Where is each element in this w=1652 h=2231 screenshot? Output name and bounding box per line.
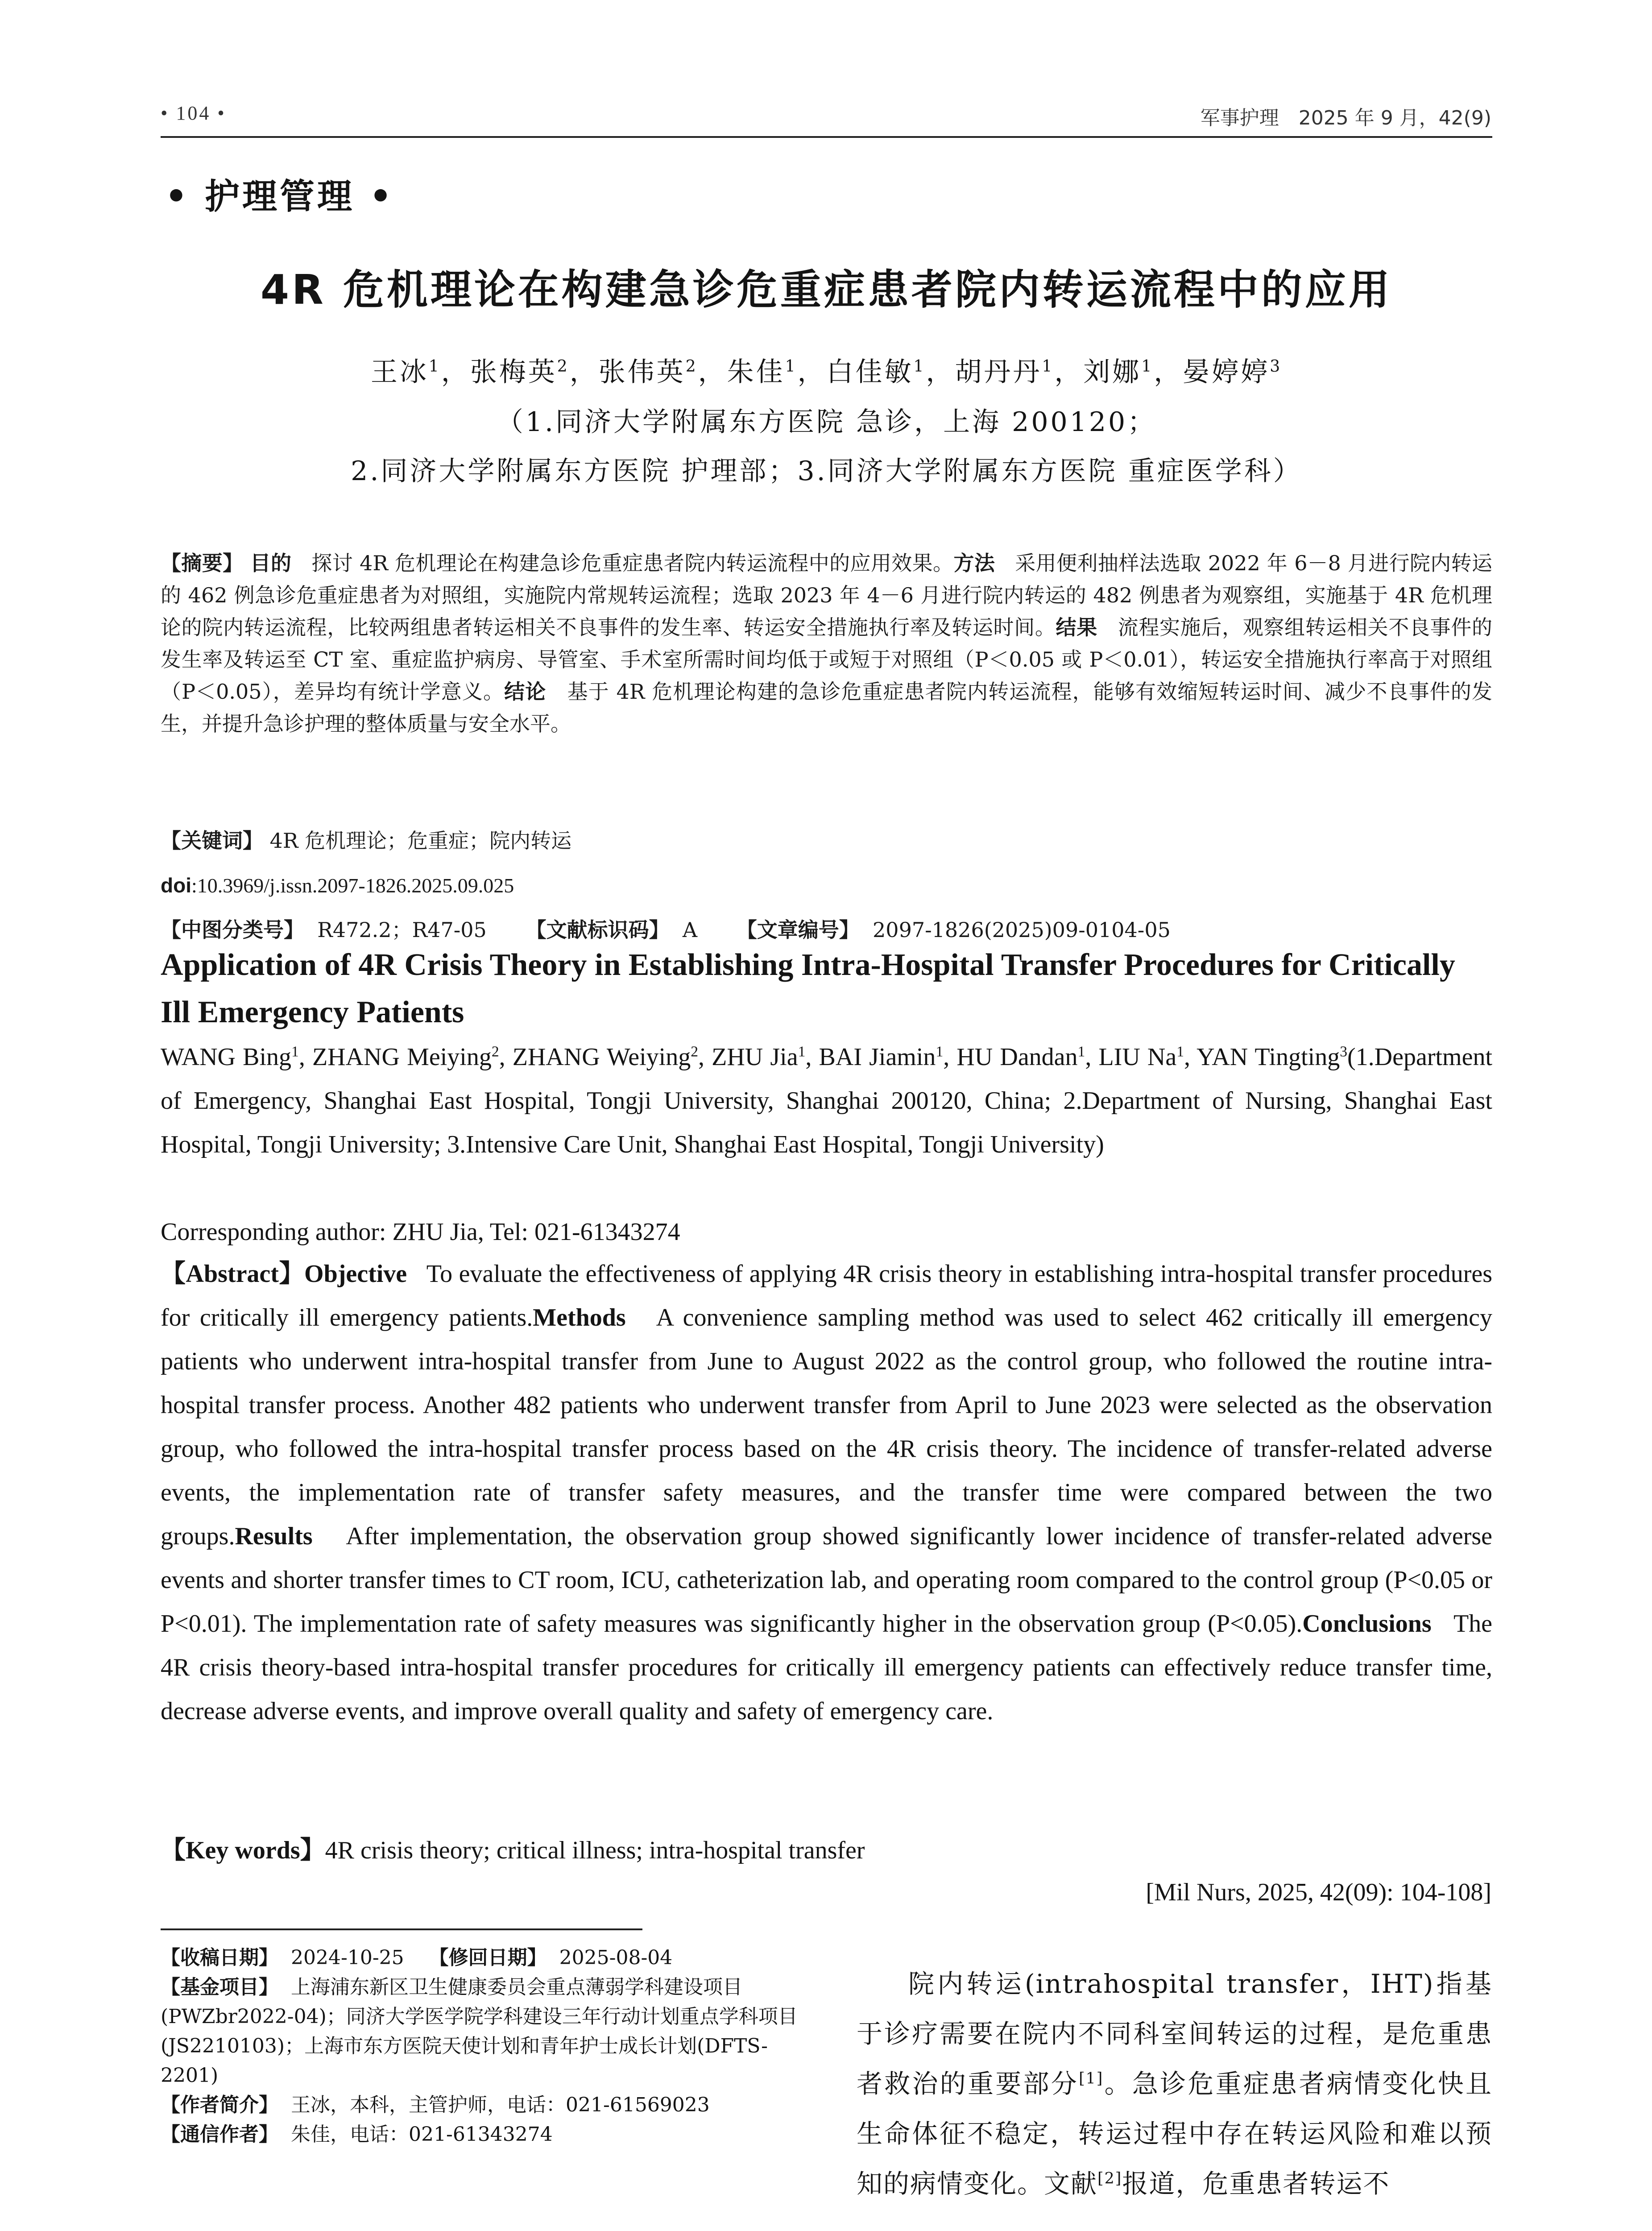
reference-2[interactable]: [2]	[1097, 2169, 1122, 2188]
conclusions-en-text: The 4R crisis theory-based intra-hospital transfer procedures for critically ill emergency patients can effectively reduce transfer time, decrease adverse events, and improve overall quality and safety of emergency care.	[161, 1610, 1492, 1725]
author-name: , HU Dandan	[943, 1043, 1078, 1071]
author-name: , YAN Tingting	[1184, 1043, 1340, 1071]
results-label: 结果	[1056, 615, 1097, 639]
revised-date: 2025-08-04	[559, 1946, 673, 1969]
doc-code-label: 【文献标识码】	[526, 918, 670, 942]
author-affil-mark: 1	[936, 1043, 944, 1060]
author-name: ，晏婷婷	[1154, 357, 1270, 388]
body-text: 院内转运(intrahospital transfer，IHT)指基于诊疗需要在院内不同科室间转运的过程，是危重患者救治的重要部分	[857, 1969, 1492, 2099]
author-name: ，张梅英	[441, 357, 557, 388]
author-affil-mark: 2	[557, 357, 570, 376]
section-label: • 护理管理 •	[165, 177, 395, 217]
clc-value: R472.2；R47-05	[317, 918, 487, 942]
abstract-en-label: 【Abstract】	[161, 1260, 305, 1288]
received-date: 2024-10-25	[290, 1946, 404, 1969]
english-affiliations: (1.Department of Emergency, Shanghai East Hospital, Tongji University, Shanghai 200120, China; 2.Department of Nursing, Shanghai East Hospital, Tongji University; 3.Intensive Care Unit, Shanghai East Hospital, Tongji University)	[161, 1043, 1493, 1158]
author-name: ，胡丹丹	[926, 357, 1042, 388]
doc-code-value: A	[682, 918, 698, 942]
english-abstract	[161, 1252, 1492, 1733]
author-name: ，刘娜	[1054, 357, 1142, 388]
keywords-en-text: 4R crisis theory; critical illness; intra-hospital transfer	[325, 1837, 865, 1864]
objective-en-label: Objective	[304, 1260, 407, 1288]
abstract-cn-label: 【摘要】	[161, 551, 244, 575]
author-name: ，张伟英	[569, 357, 686, 388]
results-en-label: Results	[235, 1522, 313, 1550]
doi-label: doi	[161, 874, 191, 897]
header-rule	[161, 136, 1492, 138]
body-text: 报道，危重患者转运不	[1122, 2169, 1390, 2199]
author-affil-mark: 1	[1141, 357, 1154, 376]
corresponding-label: 【通信作者】	[161, 2123, 278, 2146]
author-affil-mark: 1	[1077, 1043, 1085, 1060]
revised-label: 【修回日期】	[429, 1946, 547, 1969]
author-name: , ZHANG Meiying	[298, 1043, 492, 1071]
abstract-cn	[161, 547, 1492, 740]
author-affil-mark: 2	[685, 357, 698, 376]
keywords-cn	[161, 825, 571, 857]
keywords-en-label: 【Key words】	[161, 1837, 325, 1864]
author-name: , BAI Jiamin	[805, 1043, 936, 1071]
author-affil-mark: 1	[913, 357, 926, 376]
objective-en-text: To evaluate the effectiveness of applying 4R crisis theory in establishing intra-hospital transfer procedures for critically ill emergency patients.	[161, 1260, 1493, 1331]
article-title: 4R 危机理论在构建急诊危重症患者院内转运流程中的应用	[261, 266, 1392, 314]
author-bio-label: 【作者简介】	[161, 2094, 278, 2116]
author-bio-text: 王冰，本科，主管护师，电话：021-61569023	[290, 2094, 710, 2116]
author-name: ，白佳敏	[797, 357, 914, 388]
citation: [Mil Nurs, 2025, 42(09): 104-108]	[1146, 1879, 1491, 1906]
author-affil-mark: 1	[1176, 1043, 1184, 1060]
author-affil-mark: 2	[491, 1043, 499, 1060]
methods-text: 采用便利抽样法选取 2022 年 6－8 月进行院内转运的 462 例急诊危重症患者为对照组，实施院内常规转运流程；选取 2023 年 4－6 月进行院内转运的 482 例患者为观察组，实施基于 4R 危机理论的院内转运流程，比较两组患者转运相关不良事件的发生率、转运安全措施执行率及转运时间。	[161, 551, 1493, 639]
keywords-cn-text: 4R 危机理论；危重症；院内转运	[269, 829, 572, 853]
author-affil-mark: 3	[1270, 357, 1283, 376]
affiliation-line-1: （1.同济大学附属东方医院 急诊，上海 200120；	[496, 406, 1157, 438]
conclusion-label: 结论	[504, 680, 547, 704]
author-name: 王冰	[370, 357, 429, 388]
author-name: , ZHANG Weiying	[499, 1043, 691, 1071]
objective-text: 探讨 4R 危机理论在构建急诊危重症患者院内转运流程中的应用效果。	[311, 551, 954, 575]
footnote-rule	[161, 1928, 642, 1930]
english-authors	[161, 1035, 1492, 1166]
clc-label: 【中图分类号】	[161, 918, 304, 942]
fund-text: 上海浦东新区卫生健康委员会重点薄弱学科建设项目(PWZbr2022-04)；同济大学医学院学科建设三年行动计划重点学科项目(JS2210103)；上海市东方医院天使计划和青年护士成长计划(DFTS-2201)	[161, 1976, 798, 2087]
author-affil-mark: 1	[785, 357, 798, 376]
doi-link[interactable]: :10.3969/j.issn.2097-1826.2025.09.025	[191, 874, 514, 897]
body-paragraph	[857, 1959, 1492, 2209]
article-number-value: 2097-1826(2025)09-0104-05	[873, 918, 1171, 942]
author-name: , LIU Na	[1085, 1043, 1177, 1071]
author-name: , ZHU Jia	[698, 1043, 798, 1071]
author-list	[161, 351, 1492, 389]
methods-label: 方法	[953, 551, 995, 575]
objective-label: 目的	[250, 551, 292, 575]
methods-en-label: Methods	[533, 1304, 626, 1331]
reference-1[interactable]: [1]	[1079, 2069, 1104, 2088]
methods-en-text: A convenience sampling method was used to select 462 critically ill emergency patients who underwent intra-hospital transfer from June to August 2022 as the control group, who followed the routine intra-hospital transfer process. Another 482 patients who underwent transfer from April to June 2023 were selected as the observation group, who followed the intra-hospital transfer process based on the 4R crisis theory. The incidence of transfer-related adverse events, the implementation rate of transfer safety measures, and the transfer time were compared between the two groups.	[161, 1304, 1493, 1550]
english-title: Application of 4R Crisis Theory in Establishing Intra-Hospital Transfer Procedures for Critically Ill Emergency Patients	[161, 948, 1455, 1029]
journal-info: 军事护理 2025 年 9 月，42(9)	[1200, 107, 1491, 129]
author-name: WANG Bing	[161, 1043, 292, 1071]
author-affil-mark: 1	[1042, 357, 1055, 376]
results-en-text: After implementation, the observation group showed significantly lower incidence of transfer-related adverse events and shorter transfer times to CT room, ICU, catheterization lab, and operating room compared to the control group (P<0.05 or P<0.01). The implementation rate of safety measures was significantly higher in the observation group (P<0.05).	[161, 1522, 1493, 1638]
page-number: • 104 •	[161, 102, 226, 124]
results-text: 流程实施后，观察组转运相关不良事件的发生率及转运至 CT 室、重症监护病房、导管室、手术室所需时间均低于或短于对照组（P＜0.05 或 P＜0.01），转运安全措施执行率高于对照组（P＜0.05），差异均有统计学意义。	[161, 615, 1492, 704]
received-label: 【收稿日期】	[161, 1946, 278, 1969]
footnote-fund	[161, 1973, 821, 2090]
affiliation-line-2: 2.同济大学附属东方医院 护理部；3.同济大学附属东方医院 重症医学科）	[351, 456, 1302, 487]
conclusion-text: 基于 4R 危机理论构建的急诊危重症患者院内转运流程，能够有效缩短转运时间、减少不良事件的发生，并提升急诊护理的整体质量与安全水平。	[161, 680, 1492, 736]
doi	[161, 869, 514, 902]
keywords-cn-label: 【关键词】	[161, 829, 263, 853]
footnote-dates	[161, 1943, 672, 1973]
fund-label: 【基金项目】	[161, 1976, 278, 1999]
author-name: ，朱佳	[698, 357, 785, 388]
author-affil-mark: 1	[291, 1043, 299, 1060]
footnote-author	[161, 2090, 710, 2120]
corresponding-author: Corresponding author: ZHU Jia, Tel: 021-61343274	[161, 1218, 680, 1246]
author-affil-mark: 3	[1340, 1043, 1348, 1060]
english-keywords	[161, 1829, 865, 1872]
conclusions-en-label: Conclusions	[1302, 1610, 1432, 1638]
author-affil-mark: 1	[428, 357, 441, 376]
corresponding-text: 朱佳，电话：021-61343274	[290, 2123, 553, 2146]
author-affil-mark: 2	[691, 1043, 699, 1060]
article-number-label: 【文章编号】	[736, 918, 860, 942]
author-affil-mark: 1	[798, 1043, 806, 1060]
body-text: 。急诊危重症患者病情变化快且生命体征不稳定，转运过程中存在转运风险和难以预知的病情变化。文献	[857, 2069, 1492, 2199]
footnote-corresponding	[161, 2120, 553, 2149]
